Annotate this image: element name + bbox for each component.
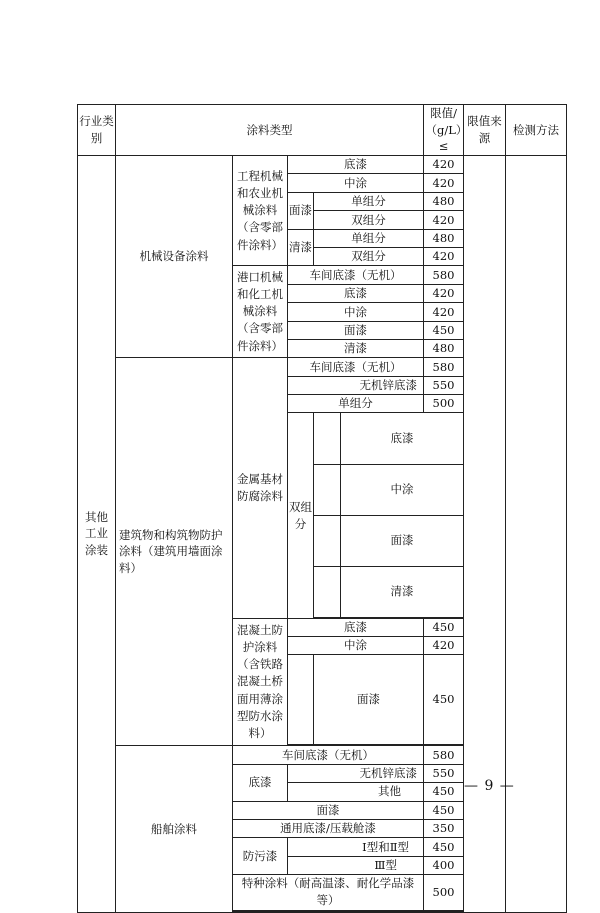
cell-label: 底漆 [288, 156, 424, 174]
limit-value: 500 [424, 395, 464, 413]
ship-category: 船舶涂料 [116, 746, 233, 912]
limit-value: 420 [424, 247, 464, 265]
limit-value: 450 [424, 783, 464, 801]
limit-value: 550 [424, 376, 464, 394]
cell-label: 底漆 [288, 284, 424, 302]
header-coating-type: 涂料类型 [116, 105, 424, 156]
cell-label: 双组分 [288, 413, 314, 618]
header-limit: 限值/（g/L）≤ [424, 105, 464, 156]
cell-label: 底漆 [341, 413, 464, 464]
limit-value: 450 [424, 801, 464, 819]
spacer-cell [314, 413, 341, 464]
limit-value: 480 [424, 229, 464, 247]
cell-label: 车间底漆（无机） [233, 746, 424, 764]
limit-value: 580 [424, 746, 464, 764]
cell-label: 面漆 [288, 321, 424, 339]
limit-value: 450 [424, 655, 464, 745]
cell-label: 单组分 [314, 192, 424, 210]
cell-label: 面漆 [288, 192, 314, 229]
cell-label: 中涂 [288, 636, 424, 654]
cell-label: 单组分 [314, 229, 424, 247]
cell-label: 其他 [288, 783, 424, 801]
limit-value: 420 [424, 211, 464, 229]
limit-value: 550 [424, 764, 464, 782]
metal-substrate-label: 金属基材防腐涂料 [233, 358, 288, 618]
table-row [78, 156, 567, 174]
limit-value: 580 [424, 358, 464, 376]
header-source: 限值来源 [464, 105, 506, 156]
limit-value: 420 [424, 636, 464, 654]
limit-value: 420 [424, 284, 464, 302]
limit-value: 420 [424, 174, 464, 192]
cell-label: 清漆 [288, 229, 314, 266]
cell-label: 底漆 [233, 764, 288, 801]
limit-value: 580 [424, 266, 464, 284]
header-method: 检测方法 [506, 105, 567, 156]
cell-label: 通用底漆/压载舱漆 [233, 819, 424, 837]
limit-value: 450 [424, 618, 464, 636]
limit-value: 350 [424, 819, 464, 837]
test-method-cell [506, 156, 567, 913]
concrete-protection-label: 混凝土防护涂料（含铁路混凝土桥面用薄涂型防水涂料） [233, 618, 288, 746]
page-number: — 9 — [464, 778, 515, 794]
cell-label: 双组分 [314, 211, 424, 229]
cell-label: 底漆 [288, 618, 424, 636]
limit-source-cell [464, 156, 506, 913]
cell-label: 清漆 [288, 339, 424, 357]
cell-label: 无机锌底漆 [288, 764, 424, 782]
cell-label: 单组分 [288, 395, 424, 413]
spacer-cell [288, 655, 314, 745]
agri-machinery-label: 工程机械和农业机械涂料（含零部件涂料） [233, 156, 288, 266]
limit-value: 480 [424, 192, 464, 210]
cell-label: 车间底漆（无机） [288, 266, 424, 284]
limit-value: 480 [424, 339, 464, 357]
cell-label: 车间底漆（无机） [288, 358, 424, 376]
limit-value: 400 [424, 856, 464, 874]
cell-label: 面漆 [341, 515, 464, 566]
industry-cell: 其他工业涂装 [78, 156, 116, 913]
cell-label: Ⅰ型和Ⅱ型 [288, 838, 424, 856]
cell-label: 面漆 [314, 655, 424, 745]
cell-label: 中涂 [288, 174, 424, 192]
cell-label: 清漆 [341, 566, 464, 617]
spacer-cell [314, 464, 341, 515]
spacer-cell [314, 515, 341, 566]
limit-value: 420 [424, 303, 464, 321]
building-category: 建筑物和构筑物防护涂料（建筑用墙面涂料） [116, 358, 233, 746]
header-industry: 行业类别 [78, 105, 116, 156]
machinery-category: 机械设备涂料 [116, 156, 233, 358]
limit-value: 450 [424, 321, 464, 339]
cell-label: 无机锌底漆 [288, 376, 424, 394]
cell-label: 防污漆 [233, 838, 288, 875]
header-row [78, 105, 567, 156]
spacer-cell [314, 566, 341, 617]
port-machinery-label: 港口机械和化工机械涂料（含零部件涂料） [233, 266, 288, 358]
limit-value: 500 [424, 875, 464, 911]
spacer-cell [233, 911, 424, 912]
limit-value: 420 [424, 156, 464, 174]
cell-label: 中涂 [288, 303, 424, 321]
cell-label: 面漆 [233, 801, 424, 819]
cell-label: 双组分 [314, 247, 424, 265]
cell-label: 特种涂料（耐高温漆、耐化学品漆等） [233, 875, 424, 911]
spacer-cell [424, 911, 464, 912]
cell-label: Ⅲ型 [288, 856, 424, 874]
limit-value: 450 [424, 838, 464, 856]
cell-label: 中涂 [341, 464, 464, 515]
